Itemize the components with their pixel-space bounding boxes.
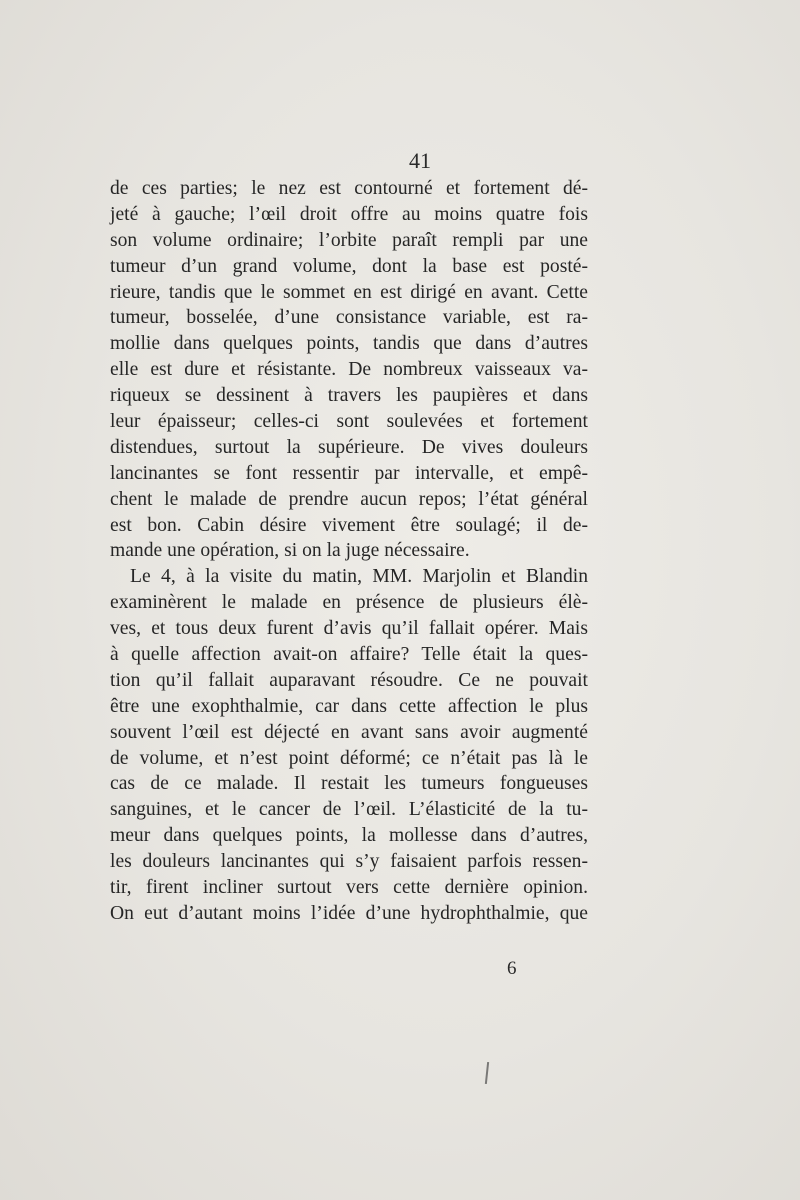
text-line: rieure, tandis que le sommet en est dirigé en avant. Cette <box>110 281 588 303</box>
text-line: son volume ordinaire; l’orbite paraît rempli par une <box>110 229 588 251</box>
text-line: leur épaisseur; celles-ci sont soulevées et fortement <box>110 411 588 433</box>
signature-mark: 6 <box>507 958 517 979</box>
text-line: On eut d’autant moins l’idée d’une hydrophthalmie, que <box>110 902 588 924</box>
text-line: riqueux se dessinent à travers les paupières et dans <box>110 385 588 407</box>
stray-pencil-mark <box>485 1062 489 1084</box>
text-line: tumeur, bosselée, d’une consistance variable, est ra- <box>110 307 588 329</box>
text-line: examinèrent le malade en présence de plusieurs élè- <box>110 592 588 614</box>
text-line: jeté à gauche; l’œil droit offre au moins quatre fois <box>110 203 588 225</box>
text-line: tir, firent incliner surtout vers cette dernière opinion. <box>110 877 588 899</box>
text-line: mollie dans quelques points, tandis que dans d’autres <box>110 333 588 355</box>
text-line: de volume, et n’est point déformé; ce n’était pas là le <box>110 747 588 769</box>
text-line: est bon. Cabin désire vivement être soulagé; il de- <box>110 514 588 536</box>
text-line: les douleurs lancinantes qui s’y faisaient parfois ressen- <box>110 851 588 873</box>
text-line: elle est dure et résistante. De nombreux vaisseaux va- <box>110 359 588 381</box>
text-line: tumeur d’un grand volume, dont la base est posté- <box>110 255 588 277</box>
text-line: être une exophthalmie, car dans cette affection le plus <box>110 695 588 717</box>
text-line: Le 4, à la visite du matin, MM. Marjolin et Blandin <box>130 566 588 588</box>
text-line: de ces parties; le nez est contourné et fortement dé- <box>110 178 588 199</box>
text-line: à quelle affection avait-on affaire? Telle était la ques- <box>110 644 588 666</box>
text-line: souvent l’œil est déjecté en avant sans avoir augmenté <box>110 721 588 743</box>
body-text <box>110 176 588 927</box>
text-line: chent le malade de prendre aucun repos; l’état général <box>110 488 588 510</box>
text-line: meur dans quelques points, la mollesse dans d’autres, <box>110 825 588 847</box>
page-number: 41 <box>409 148 431 173</box>
text-line: mande une opération, si on la juge nécessaire. <box>110 540 470 562</box>
text-line: cas de ce malade. Il restait les tumeurs fongueuses <box>110 773 588 795</box>
text-line: ves, et tous deux furent d’avis qu’il fallait opérer. Mais <box>110 618 588 640</box>
text-line: sanguines, et le cancer de l’œil. L’élasticité de la tu- <box>110 799 588 821</box>
text-line: lancinantes se font ressentir par intervalle, et empê- <box>110 462 588 484</box>
text-line: tion qu’il fallait auparavant résoudre. Ce ne pouvait <box>110 669 588 691</box>
text-line: distendues, surtout la supérieure. De vives douleurs <box>110 436 588 458</box>
